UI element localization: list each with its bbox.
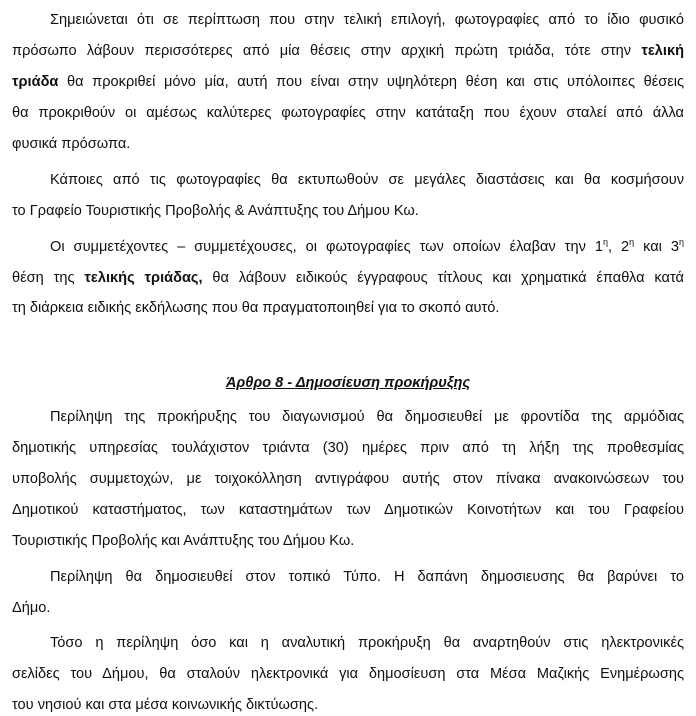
text: Κάποιες από τις φωτογραφίες θα εκτυπωθούν σε μεγάλες διαστάσεις και θα κοσμήσουν [50,172,684,188]
text: υποβολής συμμετοχών, με τοιχοκόλληση αντιγράφου αυτής στον πίνακα ανακοινώσεων του [12,471,684,487]
text: Τουριστικής Προβολής και Ανάπτυξης του Δήμου Κω. [12,533,355,549]
text: και 3 [634,239,679,255]
text: φυσικά πρόσωπα. [12,136,131,152]
text: θα προκριθούν οι αμέσως καλύτερες φωτογραφίες στην κατάταξη που έχουν σταλεί από άλλα [12,105,684,121]
paragraph-2-line-1 [50,169,684,191]
paragraph-4-line-4 [12,499,684,521]
paragraph-1-line-4 [12,102,684,124]
text: πρόσωπο λάβουν περισσότερες από μία θέσεις στην αρχική πρώτη τριάδα, τότε στην [12,43,632,59]
paragraph-4-line-1 [50,406,684,428]
text: δημοτικής υπηρεσίας τουλάχιστον τριάντα (30) ημέρες πριν από τη λήξη της προθεσμίας [12,440,684,456]
paragraph-5-line-2 [12,597,684,619]
paragraph-1-line-3 [12,71,684,93]
text: Τόσο η περίληψη όσο και η αναλυτική προκήρυξη θα αναρτηθούν στις ηλεκτρονικές [50,635,684,651]
text: Οι συμμετέχοντες – συμμετέχουσες, οι φωτογραφίες των οποίων έλαβαν την 1 [50,239,603,255]
bold-text: τριάδα [12,74,59,90]
paragraph-6-line-1 [50,632,684,654]
paragraph-1-line-1 [50,9,684,31]
paragraph-4-line-2 [12,437,684,459]
bold-text: τελική [641,43,684,59]
text: Σημειώνεται ότι σε περίπτωση που στην τελική επιλογή, φωτογραφίες από το ίδιο φυσικό [50,12,684,28]
paragraph-1-line-2 [12,40,684,62]
superscript: η [602,237,608,248]
text: θέση της [12,270,85,286]
text: το Γραφείο Τουριστικής Προβολής & Ανάπτυξης του Δήμου Κω. [12,203,419,219]
paragraph-3-line-1 [50,236,684,258]
superscript: η [678,237,684,248]
superscript: η [629,237,635,248]
text: σελίδες του Δήμου, θα σταλούν ηλεκτρονικά για δημοσίευση στα Μέσα Μαζικής Ενημέρωσης [12,666,684,682]
text: , 2 [607,239,630,255]
text: θα προκριθεί μόνο μία, αυτή που είναι στην υψηλότερη θέση και στις υπόλοιπες θέσεις [58,74,684,90]
paragraph-3-line-2 [12,267,684,289]
paragraph-5-line-1 [50,566,684,588]
text: του νησιού και στα μέσα κοινωνικής δικτύωσης. [12,697,319,713]
text: Περίληψη της προκήρυξης του διαγωνισμού θα δημοσιευθεί με φροντίδα της αρμόδιας [50,409,684,425]
text: τη διάρκεια ειδικής εκδήλωσης που θα πραγματοποιηθεί για το σκοπό αυτό. [12,300,500,316]
paragraph-1-line-5 [12,133,684,155]
text: Δημοτικού καταστήματος, των καταστημάτων των Δημοτικών Κοινοτήτων και του Γραφείου [12,502,684,518]
paragraph-6-line-2 [12,663,684,685]
paragraph-6-line-3 [12,694,684,716]
paragraph-4-line-5 [12,530,684,552]
paragraph-2-line-2 [12,200,684,222]
bold-text: τελικής τριάδας, [84,270,203,286]
text: Περίληψη θα δημοσιευθεί στον τοπικό Τύπο. Η δαπάνη δημοσιευσης θα βαρύνει το [50,569,684,585]
text: Δήμο. [12,600,51,616]
paragraph-3-line-3 [12,297,684,319]
text: θα λάβουν ειδικούς έγγραφους τίτλους και χρηματικά έπαθλα κατά [202,270,684,286]
paragraph-4-line-3 [12,468,684,490]
article-heading: Άρθρο 8 - Δημοσίευση προκήρυξης [225,375,471,391]
